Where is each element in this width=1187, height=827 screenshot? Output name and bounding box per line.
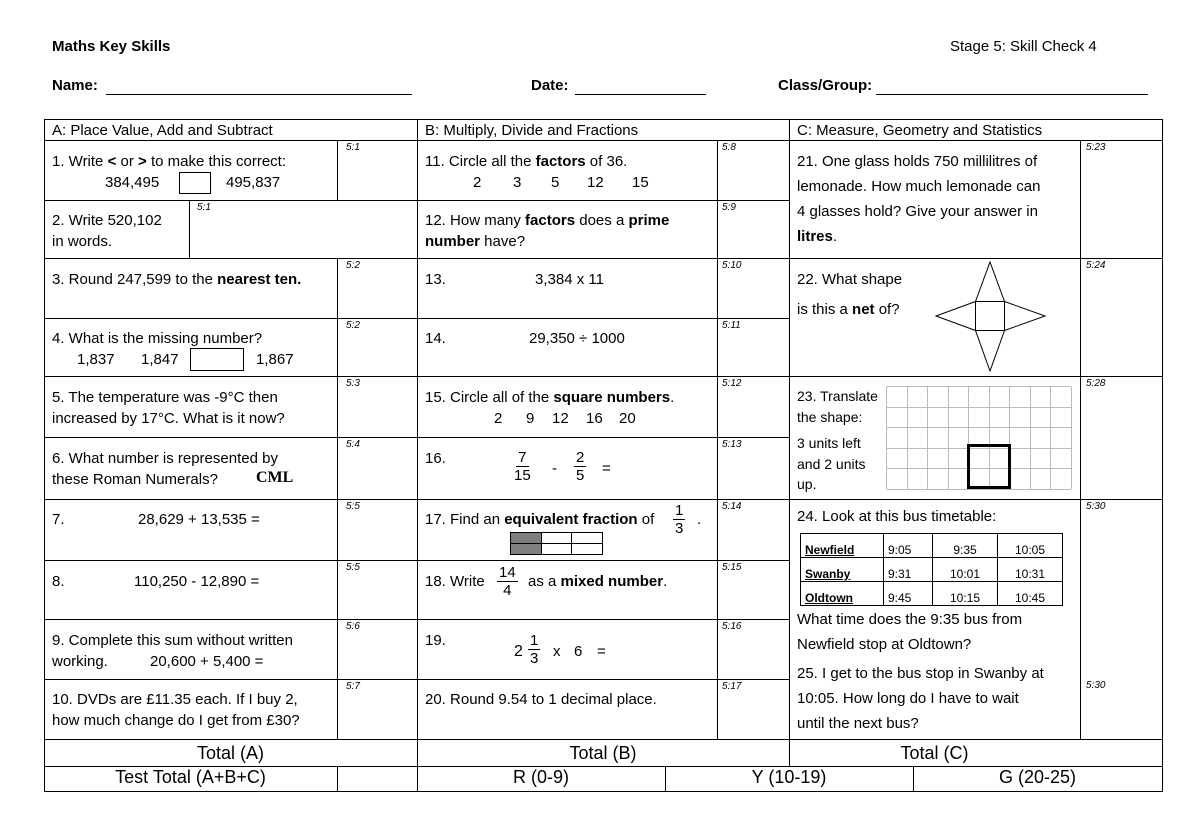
q19-whole: 2 <box>514 643 523 660</box>
q9-line2: working. <box>52 653 108 670</box>
q21-line1: 21. One glass holds 750 millilitres of <box>797 153 1038 170</box>
q25-line1: 25. I get to the bus stop in Swanby at <box>797 665 1044 682</box>
q2-line1: 2. Write 520,102 <box>52 212 162 229</box>
q7-number: 7. <box>52 511 65 528</box>
q2-ref: 5:1 <box>197 202 211 213</box>
column-b-heading: B: Multiply, Divide and Fractions <box>425 122 639 139</box>
q6-roman-numerals: CML <box>256 469 294 486</box>
table-row <box>801 558 1063 582</box>
q21-line2: lemonade. How much lemonade can <box>797 178 1041 195</box>
band-red: R (0-9) <box>512 767 569 787</box>
q12-line1: 12. How many factors does a prime <box>425 212 670 229</box>
q19-ref: 5:16 <box>722 621 742 632</box>
q19-equals: = <box>597 643 606 660</box>
q6-line1: 6. What number is represented by <box>52 450 278 467</box>
worksheet-title: Maths Key Skills <box>52 38 171 55</box>
q5-line2: increased by 17°C. What is it now? <box>52 410 285 427</box>
net-triangle-right <box>1005 302 1046 331</box>
q8-sum: 110,250 - 12,890 = <box>134 573 260 590</box>
net-triangle-bottom <box>976 331 1005 372</box>
total-c: Total (C) <box>900 743 969 763</box>
q15-option[interactable]: 16 <box>586 410 603 427</box>
timetable-stop: Newfield <box>801 534 884 558</box>
q14-number: 14. <box>425 330 446 347</box>
q5-ref: 5:3 <box>346 378 360 389</box>
q15-option[interactable]: 2 <box>494 410 503 427</box>
q11-option[interactable]: 12 <box>587 174 604 191</box>
q15-ref: 5:12 <box>722 378 742 389</box>
q18-ref: 5:15 <box>722 562 742 573</box>
q24-text: 24. Look at this bus timetable: <box>797 508 997 525</box>
q16-ref: 5:13 <box>722 439 742 450</box>
q16-equals: = <box>602 460 611 477</box>
square-pyramid-net <box>934 260 1048 374</box>
q17-dot: . <box>697 511 702 528</box>
bus-timetable <box>800 533 1063 606</box>
q24-question-line1: What time does the 9:35 bus from <box>797 611 1023 628</box>
q4-answer-box[interactable] <box>190 348 244 371</box>
q7-sum: 28,629 + 13,535 = <box>138 511 260 528</box>
q6-ref: 5:4 <box>346 439 360 450</box>
q11-option[interactable]: 15 <box>632 174 649 191</box>
q16-fraction-2: $\frac{2}{5}$ <box>576 449 585 484</box>
timetable-time: 10:01 <box>933 558 998 582</box>
q9-sum: 20,600 + 5,400 = <box>150 653 264 670</box>
q18-text: 18. Write <box>425 573 485 590</box>
date-label: Date: <box>531 77 569 94</box>
timetable-stop: Oldtown <box>801 582 884 606</box>
translation-grid <box>884 386 1082 498</box>
total-b: Total (B) <box>569 743 637 763</box>
q20-text: 20. Round 9.54 to 1 decimal place. <box>425 691 657 708</box>
q20-ref: 5:17 <box>722 681 742 692</box>
class-label: Class/Group: <box>778 77 873 94</box>
timetable-time: 10:15 <box>933 582 998 606</box>
q8-number: 8. <box>52 573 65 590</box>
q6-line2: these Roman Numerals? <box>52 471 218 488</box>
q14-expression: 29,350 ÷ 1000 <box>529 330 625 347</box>
q25-line3: until the next bus? <box>797 715 919 732</box>
timetable-time: 9:35 <box>933 534 998 558</box>
q18-fraction: $\frac{14}{4}$ <box>499 564 516 599</box>
q13-expression: 3,384 x 11 <box>535 271 604 288</box>
q10-ref: 5:7 <box>346 681 360 692</box>
table-row <box>801 534 1063 558</box>
q12-line2: number have? <box>425 233 526 250</box>
q24-ref: 5:30 <box>1086 501 1106 512</box>
q23-ref: 5:28 <box>1086 378 1106 389</box>
q15-option[interactable]: 20 <box>619 410 636 427</box>
total-a: Total (A) <box>196 743 265 763</box>
q1-answer-box[interactable] <box>179 172 211 194</box>
q10-line1: 10. DVDs are £11.35 each. If I buy 2, <box>52 691 298 708</box>
q22-line2: is this a net of? <box>797 301 900 318</box>
timetable-time: 10:45 <box>998 582 1063 606</box>
net-square-base <box>976 302 1005 331</box>
q1-text: 1. Write < or > to make this correct: <box>52 153 287 170</box>
q15-text: 15. Circle all of the square numbers. <box>425 389 675 406</box>
q21-line4: litres. <box>797 228 838 245</box>
net-triangle-left <box>936 302 976 331</box>
q14-ref: 5:11 <box>722 320 741 331</box>
q11-option[interactable]: 3 <box>513 174 522 191</box>
q18-text-2: as a mixed number. <box>528 573 668 590</box>
net-triangle-top <box>976 262 1005 302</box>
q3-ref: 5:2 <box>346 260 360 271</box>
band-yellow: Y (10-19) <box>751 767 827 787</box>
q24-question-line2: Newfield stop at Oldtown? <box>797 636 972 653</box>
q17-ref: 5:14 <box>722 501 742 512</box>
timetable-time: 9:45 <box>884 582 933 606</box>
timetable-time: 10:31 <box>998 558 1063 582</box>
q21-line3: 4 glasses hold? Give your answer in <box>797 203 1038 220</box>
q17-fraction: $\frac{1}{3}$ <box>675 502 684 537</box>
q4-number-2: 1,847 <box>141 351 179 368</box>
q13-number: 13. <box>425 271 446 288</box>
q15-option[interactable]: 12 <box>552 410 569 427</box>
q3-text: 3. Round 247,599 to the nearest ten. <box>52 271 302 288</box>
q11-option[interactable]: 5 <box>551 174 560 191</box>
q17-fraction-bar <box>510 532 604 556</box>
q9-ref: 5:6 <box>346 621 360 632</box>
q16-operator: - <box>552 460 557 477</box>
test-total: Test Total (A+B+C) <box>115 767 266 787</box>
q17-text: 17. Find an equivalent fraction of <box>425 511 655 528</box>
name-label: Name: <box>52 77 98 94</box>
q1-left-number: 384,495 <box>105 174 160 191</box>
q25-ref: 5:30 <box>1086 680 1106 691</box>
column-c-heading: C: Measure, Geometry and Statistics <box>797 122 1043 139</box>
q7-ref: 5:5 <box>346 501 360 512</box>
q15-option[interactable]: 9 <box>526 410 535 427</box>
q11-text: 11. Circle all the factors of 36. <box>425 153 628 170</box>
timetable-stop: Swanby <box>801 558 884 582</box>
q2-line2: in words. <box>52 233 113 250</box>
q5-line1: 5. The temperature was -9°C then <box>52 389 278 406</box>
q9-line1: 9. Complete this sum without written <box>52 632 293 649</box>
q25-line2: 10:05. How long do I have to wait <box>797 690 1019 707</box>
q4-text: 4. What is the missing number? <box>52 330 263 347</box>
q4-number-4: 1,867 <box>256 351 294 368</box>
q19-number: 19. <box>425 632 446 649</box>
q10-line2: how much change do I get from £30? <box>52 712 300 729</box>
q19-multiplier: 6 <box>574 643 583 660</box>
timetable-time: 9:31 <box>884 558 933 582</box>
table-row <box>801 582 1063 606</box>
q22-ref: 5:24 <box>1086 260 1106 271</box>
q19-fraction: $\frac{1}{3}$ <box>530 632 539 667</box>
q21-ref: 5:23 <box>1086 142 1106 153</box>
q19-operator: x <box>553 643 561 660</box>
q16-fraction-1: $\frac{7}{15}$ <box>514 449 531 484</box>
q16-number: 16. <box>425 450 446 467</box>
column-a-heading: A: Place Value, Add and Subtract <box>52 122 273 139</box>
q4-number-1: 1,837 <box>77 351 115 368</box>
q22-line1: 22. What shape <box>797 271 903 288</box>
q1-right-number: 495,837 <box>226 174 281 191</box>
timetable-time: 10:05 <box>998 534 1063 558</box>
stage-label: Stage 5: Skill Check 4 <box>950 38 1097 55</box>
q1-ref: 5:1 <box>346 142 360 153</box>
q13-ref: 5:10 <box>722 260 742 271</box>
q11-option[interactable]: 2 <box>473 174 482 191</box>
q12-ref: 5:9 <box>722 202 736 213</box>
q23-text: 23. Translate the shape: 3 units left and 2 units up. <box>797 388 878 492</box>
band-green: G (20-25) <box>998 767 1077 787</box>
timetable-time: 9:05 <box>884 534 933 558</box>
q4-ref: 5:2 <box>346 320 360 331</box>
q8-ref: 5:5 <box>346 562 360 573</box>
q11-ref: 5:8 <box>722 142 736 153</box>
